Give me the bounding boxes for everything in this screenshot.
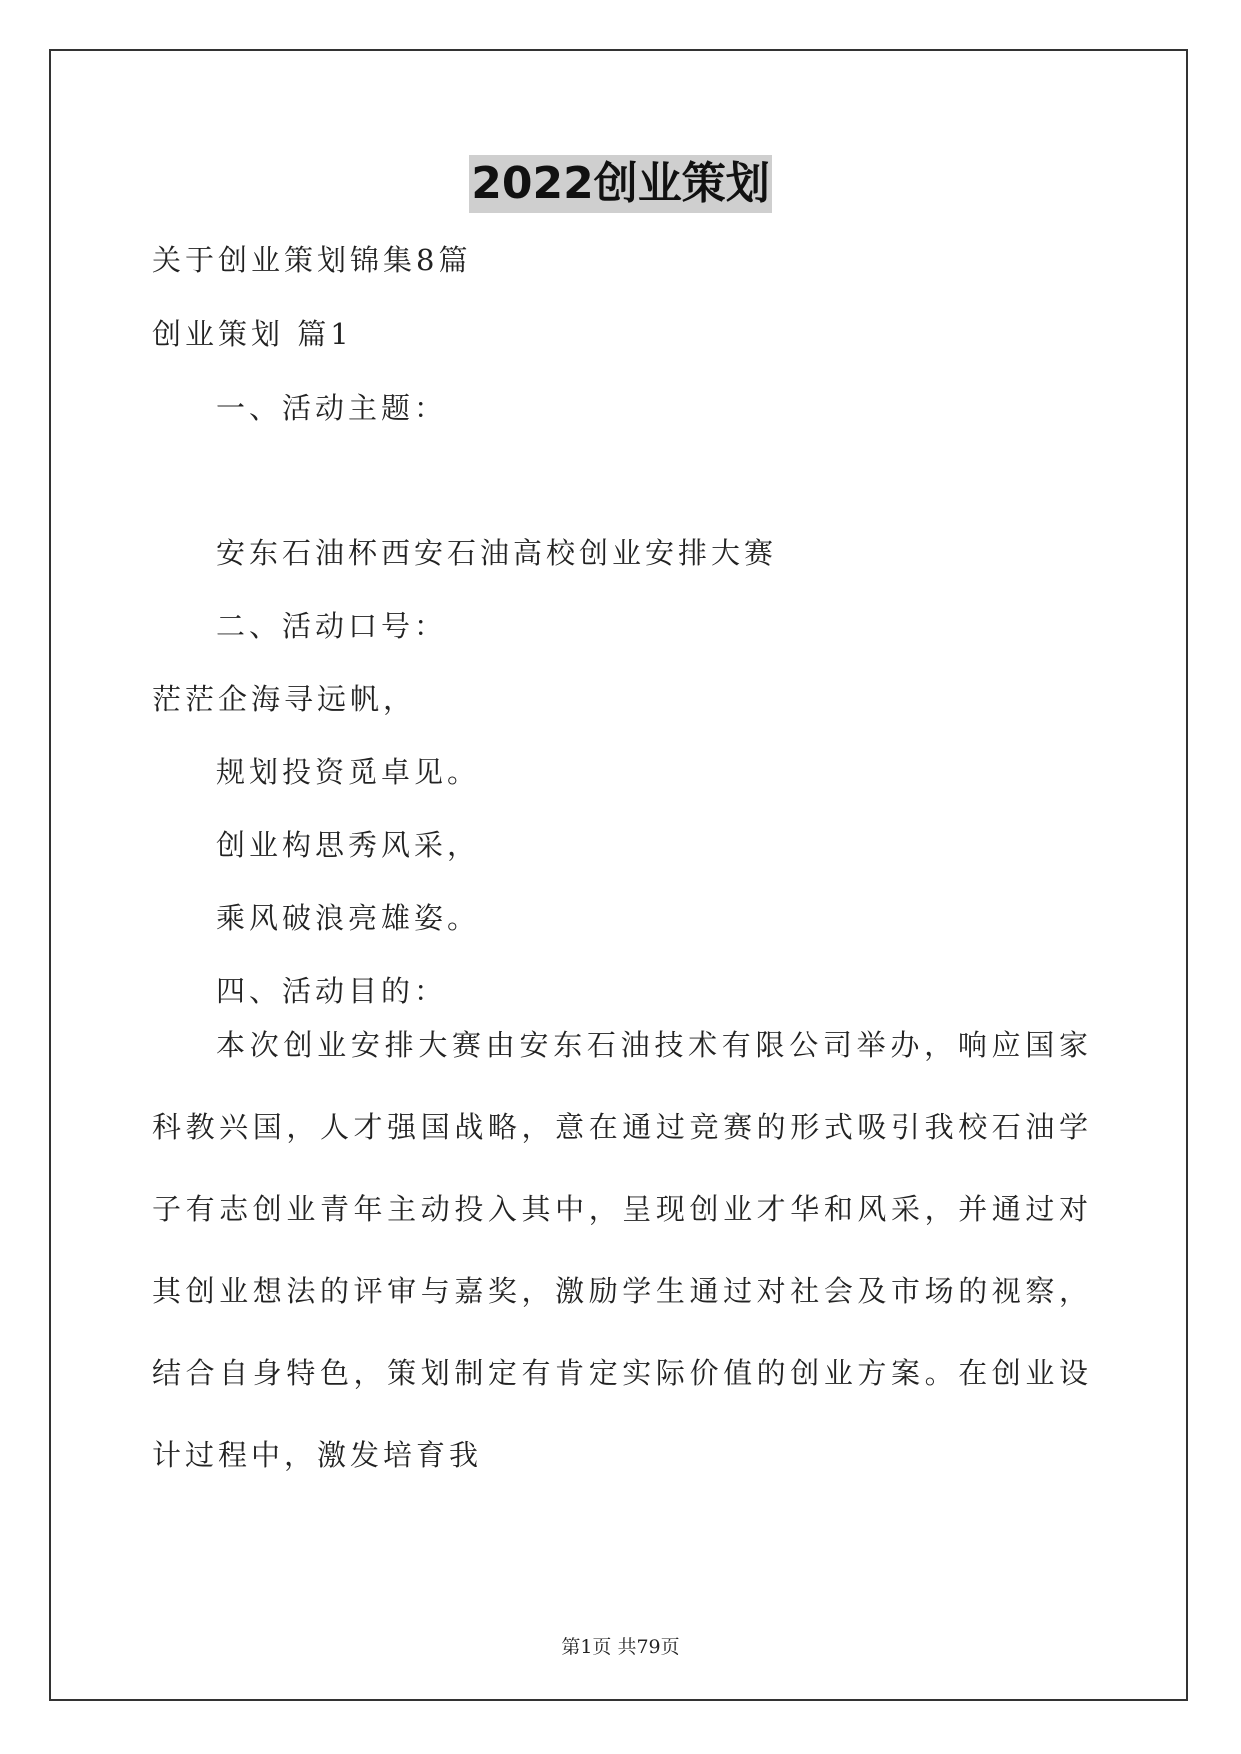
subtitle-line: 关于创业策划锦集8篇	[152, 243, 472, 277]
heading-activity-theme: 一、活动主题：	[216, 391, 448, 425]
purpose-paragraph: 本次创业安排大赛由安东石油技术有限公司举办，响应国家科教兴国，人才强国战略，意在通过竞赛的形式吸引我校石油学子有志创业青年主动投入其中，呈现创业才华和风采，并通过对其创业想法的评审与嘉奖，激励学生通过对社会及市场的视察，结合自身特色，策划制定有肯定实际价值的创业方案。在创业设计过程中，激发培育我	[152, 1028, 1092, 1472]
heading-activity-slogan: 二、活动口号：	[216, 609, 448, 643]
slogan-line-3: 创业构思秀风采，	[216, 828, 481, 862]
slogan-line-2: 规划投资觅卓见。	[216, 755, 481, 789]
slogan-line-4: 乘风破浪亮雄姿。	[216, 901, 481, 935]
theme-text: 安东石油杯西安石油高校创业安排大赛	[216, 536, 778, 570]
section-heading: 创业策划 篇1	[152, 317, 353, 351]
title-container	[0, 155, 1241, 213]
slogan-line-1: 茫茫企海寻远帆，	[152, 682, 417, 716]
document-title: 2022创业策划	[469, 155, 771, 213]
page-number-footer: 第1页 共79页	[561, 1636, 680, 1658]
heading-activity-purpose: 四、活动目的：	[216, 974, 448, 1008]
